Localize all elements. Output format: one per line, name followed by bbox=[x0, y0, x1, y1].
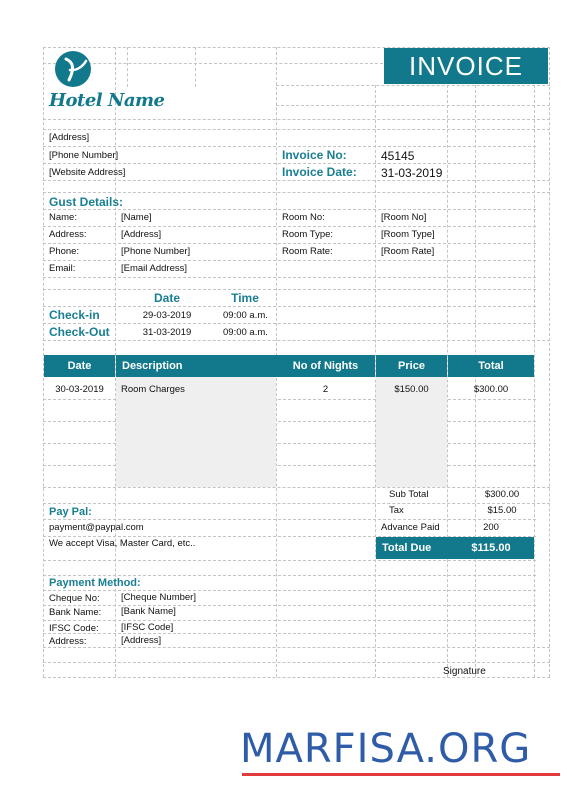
checkin-date: 29-03-2019 bbox=[142, 310, 192, 321]
grid-line bbox=[43, 503, 550, 504]
total-due-label: Total Due bbox=[382, 542, 432, 554]
guest-email-label: Email: bbox=[49, 263, 76, 274]
grid-line bbox=[43, 277, 536, 278]
watermark-text: MARFISA.ORG bbox=[240, 726, 532, 772]
grid-line bbox=[43, 306, 536, 307]
invoice-no-value: 45145 bbox=[381, 149, 415, 163]
guest-name-value: [Name] bbox=[121, 212, 152, 223]
grid-line bbox=[447, 85, 448, 677]
grid-line bbox=[195, 47, 196, 87]
bank-value: [Bank Name] bbox=[121, 606, 176, 617]
hotel-phone: [Phone Number] bbox=[49, 150, 119, 161]
grid-line bbox=[43, 590, 536, 591]
grid-line bbox=[534, 85, 535, 677]
guest-email-value: [Email Address] bbox=[121, 263, 187, 274]
paypal-note: We accept Visa, Master Card, etc.. bbox=[49, 538, 196, 549]
ifsc-label: IFSC Code: bbox=[49, 623, 99, 634]
guest-address-label: Address: bbox=[49, 229, 87, 240]
items-header-description bbox=[116, 355, 276, 377]
checkout-date: 31-03-2019 bbox=[142, 327, 192, 338]
grid-line bbox=[43, 289, 536, 290]
tax-value: $15.00 bbox=[487, 505, 517, 516]
guest-name-label: Name: bbox=[49, 212, 77, 223]
items-header-total bbox=[448, 355, 534, 377]
hotel-logo-icon bbox=[53, 50, 93, 88]
guest-address-value: [Address] bbox=[121, 229, 162, 240]
invoice-date-label: Invoice Date: bbox=[282, 165, 357, 179]
grid-line bbox=[43, 575, 536, 576]
invoice-date-value: 31-03-2019 bbox=[381, 166, 443, 180]
bank-label: Bank Name: bbox=[49, 607, 102, 618]
invoice-title bbox=[384, 48, 548, 84]
grid-line bbox=[43, 226, 536, 227]
item-description: Room Charges bbox=[121, 384, 185, 395]
total-due-value: $115.00 bbox=[471, 542, 511, 554]
hotel-website: [Website Address] bbox=[49, 167, 126, 178]
room-no-label: Room No: bbox=[282, 212, 325, 223]
items-header-total-text: Total bbox=[478, 360, 504, 372]
grid-line bbox=[127, 47, 128, 87]
tax-label: Tax bbox=[389, 505, 404, 516]
room-no-value: [Room No] bbox=[381, 212, 427, 223]
guest-section-title: Gust Details: bbox=[49, 195, 124, 209]
ifsc-value: [IFSC Code] bbox=[121, 622, 174, 633]
advance-label: Advance Paid bbox=[381, 522, 440, 533]
items-header-date-text: Date bbox=[67, 360, 92, 372]
payment-address-label: Address: bbox=[49, 636, 87, 647]
grid-line bbox=[549, 47, 550, 677]
payment-address-value: [Address] bbox=[121, 635, 162, 646]
items-header-description-text: Description bbox=[122, 360, 183, 372]
hotel-address: [Address] bbox=[49, 132, 90, 143]
watermark-logo bbox=[240, 727, 562, 779]
room-rate-value: [Room Rate] bbox=[381, 246, 435, 257]
invoice-title-text: INVOICE bbox=[409, 50, 523, 81]
grid-line bbox=[276, 85, 550, 86]
grid-line bbox=[43, 119, 550, 120]
stay-time-header: Time bbox=[231, 291, 259, 305]
room-rate-label: Room Rate: bbox=[282, 246, 333, 257]
checkout-label: Check-Out bbox=[49, 325, 110, 339]
items-header-price bbox=[376, 355, 447, 377]
watermark-underline bbox=[242, 773, 560, 776]
room-type-value: [Room Type] bbox=[381, 229, 435, 240]
cheque-label: Cheque No: bbox=[49, 593, 100, 604]
checkin-label: Check-in bbox=[49, 308, 100, 322]
grid-line bbox=[43, 260, 536, 261]
total-due-box bbox=[376, 537, 534, 559]
signature-label: Signature bbox=[443, 666, 486, 677]
paypal-title: Pay Pal: bbox=[49, 506, 92, 518]
invoice-no-label: Invoice No: bbox=[282, 148, 347, 162]
advance-value: 200 bbox=[483, 522, 499, 533]
grid-line bbox=[43, 146, 536, 147]
room-type-label: Room Type: bbox=[282, 229, 334, 240]
guest-phone-label: Phone: bbox=[49, 246, 80, 257]
guest-phone-value: [Phone Number] bbox=[121, 246, 191, 257]
grid-line bbox=[43, 605, 536, 606]
grid-line bbox=[43, 163, 536, 164]
item-total: $300.00 bbox=[473, 384, 509, 395]
grid-line bbox=[43, 647, 550, 648]
subtotal-value: $300.00 bbox=[484, 489, 520, 500]
item-nights: 2 bbox=[322, 384, 329, 395]
items-header-price-text: Price bbox=[398, 360, 425, 372]
grid-line bbox=[43, 633, 536, 634]
grid-line bbox=[43, 662, 550, 663]
paypal-email: payment@paypal.com bbox=[49, 522, 144, 533]
grid-line bbox=[43, 677, 550, 678]
grid-line bbox=[43, 243, 536, 244]
stay-date-header: Date bbox=[153, 291, 180, 305]
grid-line bbox=[475, 85, 476, 677]
items-header-nights-text: No of Nights bbox=[292, 360, 359, 372]
grid-line bbox=[43, 560, 536, 561]
grid-line bbox=[43, 340, 550, 341]
grid-line bbox=[43, 620, 536, 621]
grid-line bbox=[43, 323, 536, 324]
grid-line bbox=[43, 129, 550, 130]
grid-line bbox=[43, 192, 550, 193]
checkin-time: 09:00 a.m. bbox=[223, 310, 268, 321]
checkout-time: 09:00 a.m. bbox=[223, 327, 268, 338]
hotel-name: Hotel Name bbox=[49, 90, 165, 111]
items-header-date bbox=[44, 355, 115, 377]
grid-line bbox=[43, 180, 550, 181]
payment-method-title: Payment Method: bbox=[49, 577, 141, 589]
subtotal-label: Sub Total bbox=[389, 489, 429, 500]
item-date: 30-03-2019 bbox=[55, 384, 104, 395]
grid-line bbox=[43, 63, 383, 64]
cheque-value: [Cheque Number] bbox=[121, 592, 196, 603]
grid-line bbox=[276, 105, 550, 106]
item-price: $150.00 bbox=[394, 384, 429, 395]
grid-line bbox=[43, 519, 536, 520]
items-header-nights bbox=[276, 355, 375, 377]
grid-line bbox=[43, 487, 550, 488]
grid-line bbox=[43, 209, 536, 210]
